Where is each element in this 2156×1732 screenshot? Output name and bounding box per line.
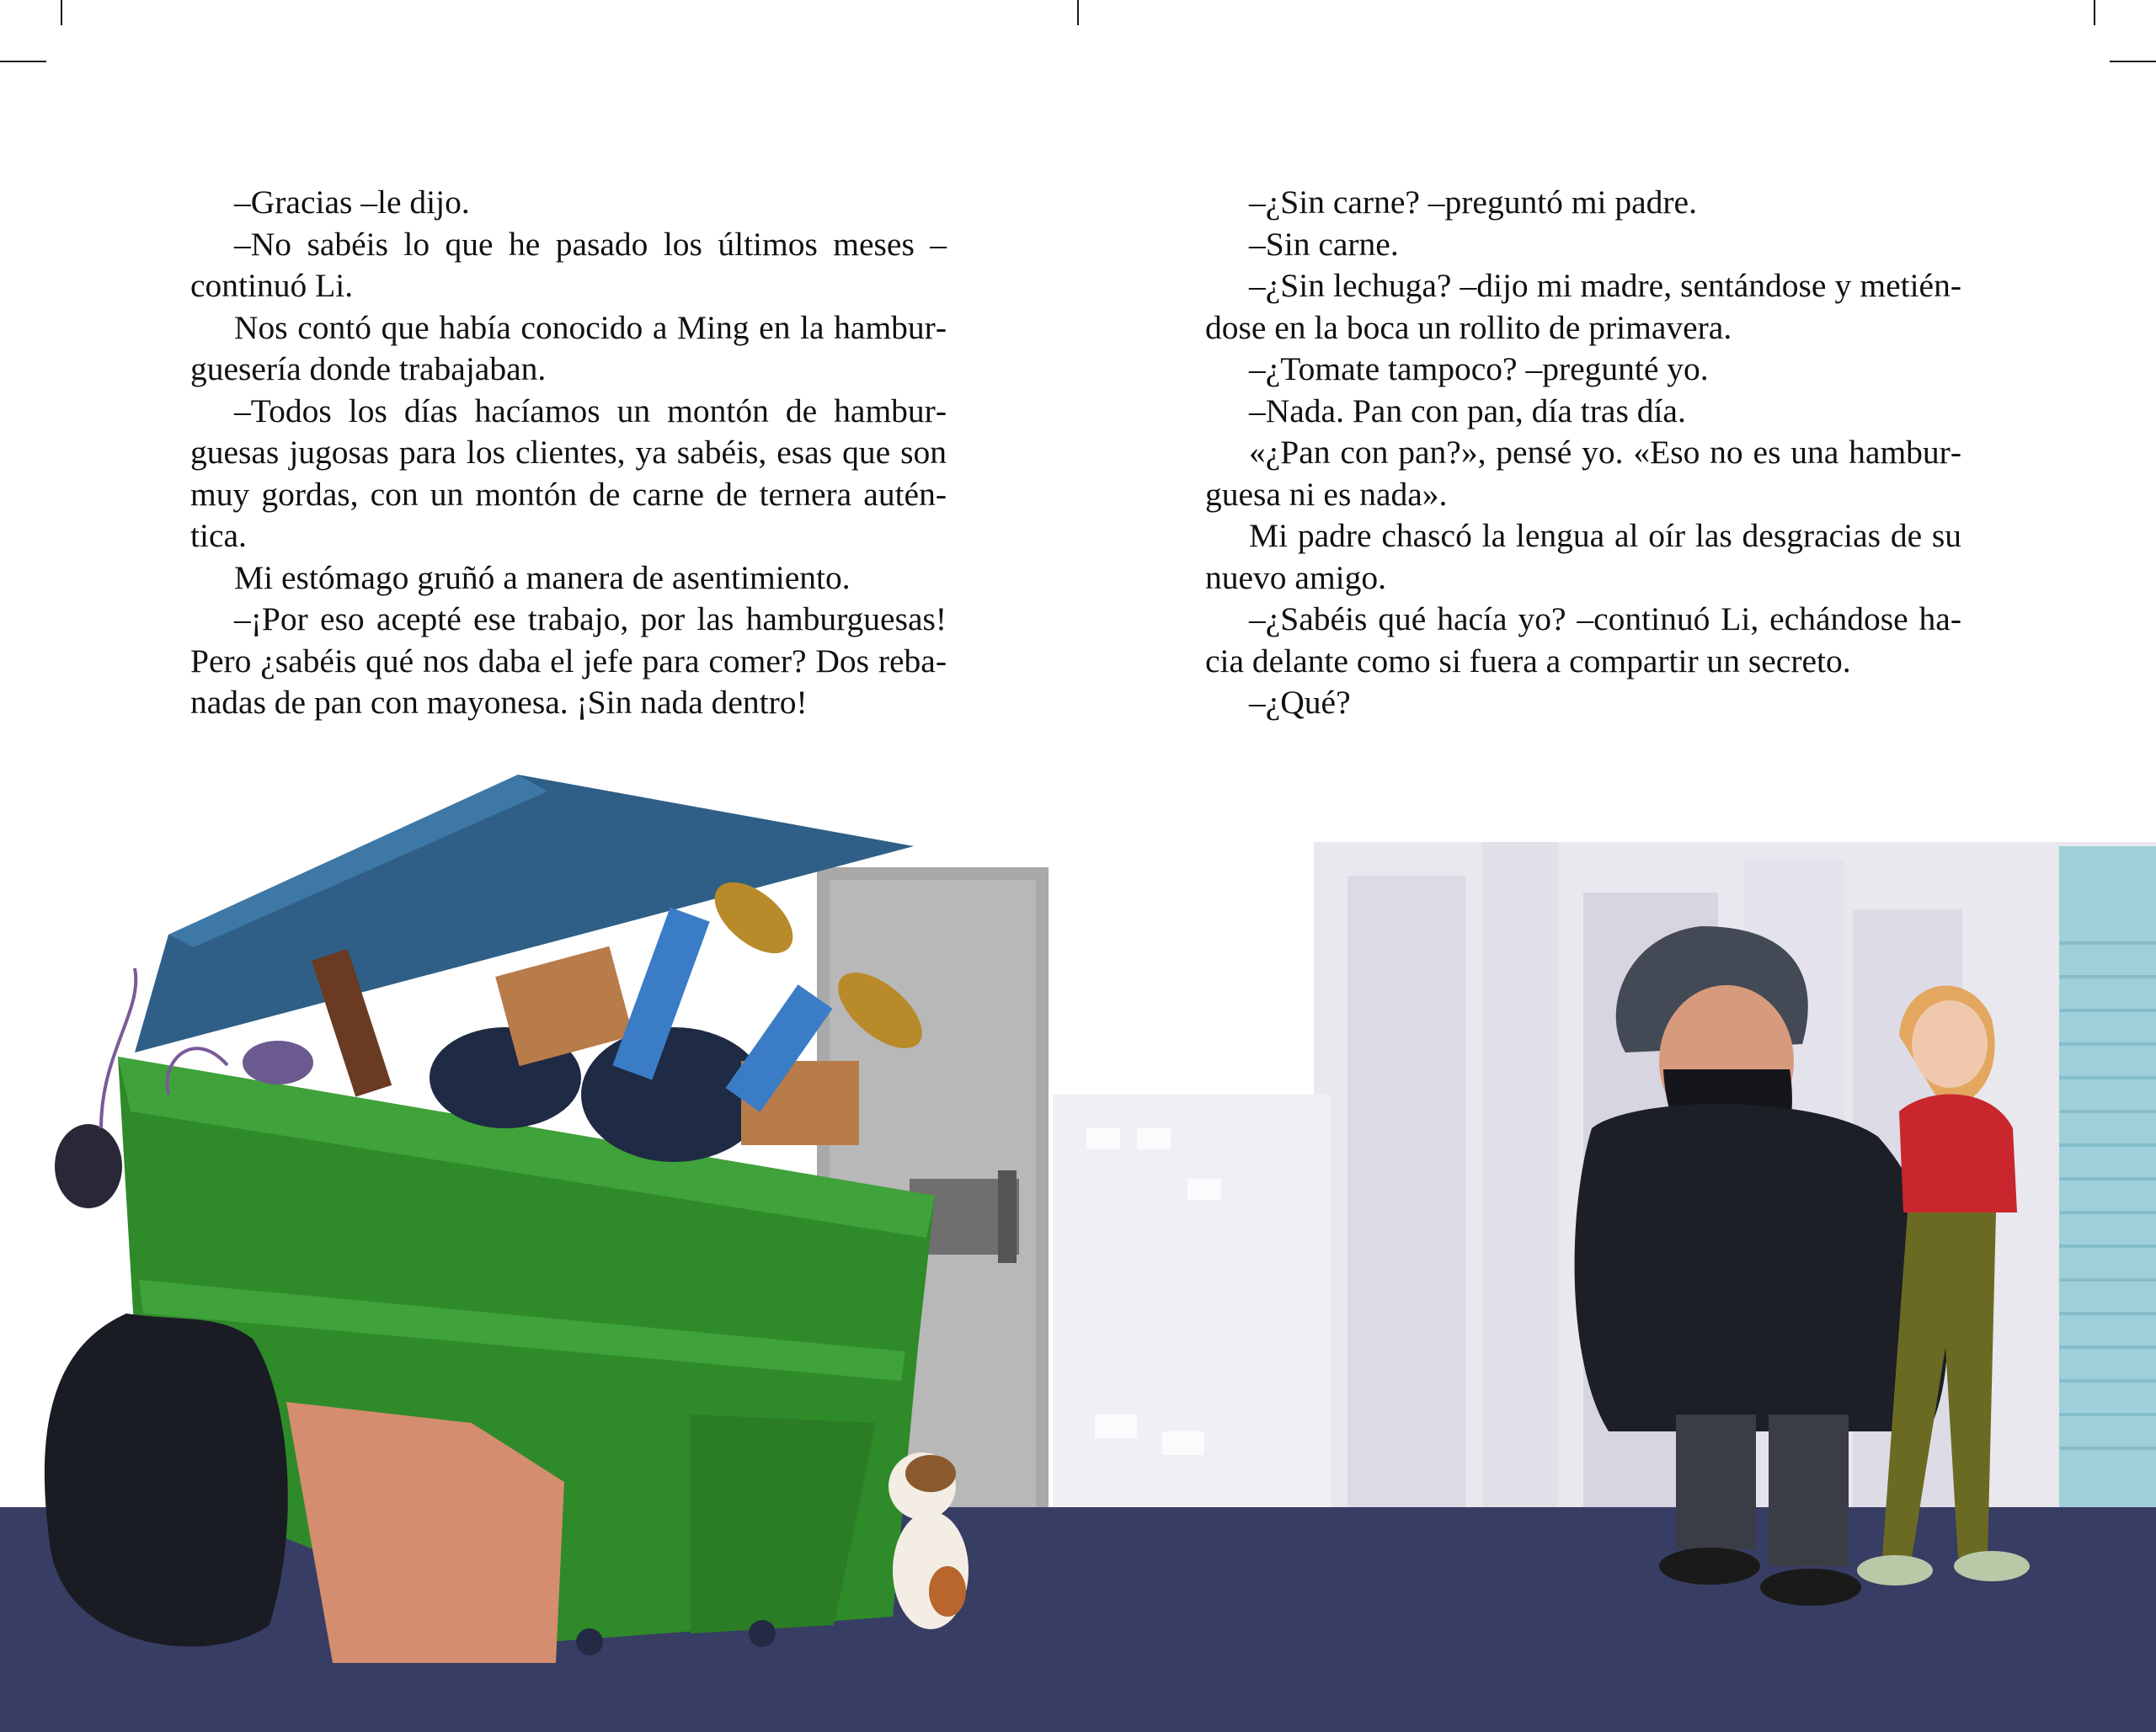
paragraph: –Todos los días hacíamos un montón de hamburguesas jugosas para los clientes, ya sabéis, esas que son muy gordas, con un montón de carne de ternera auténtica. [190, 392, 947, 554]
paragraph: –No sabéis lo que he pasado los últimos meses –continuó Li. [190, 225, 947, 304]
crop-mark [61, 0, 62, 25]
alley-illustration [0, 758, 2156, 1732]
teal-building [2059, 846, 2156, 1507]
paragraph: –Gracias –le dijo. [234, 184, 470, 221]
paragraph: –¿Sin lechuga? –dijo mi madre, sentándose y metiéndose en la boca un rollito de primavera. [1205, 267, 1961, 346]
paragraph: –¡Por eso acepté ese trabajo, por las hamburguesas! Pero ¿sabéis qué nos daba el jefe para comer? Dos rebanadas de pan con mayonesa. ¡Sin nada dentro! [190, 600, 947, 721]
crop-mark [2110, 61, 2156, 62]
paragraph: –Nada. Pan con pan, día tras día. [1249, 392, 1686, 429]
right-page-text [1205, 182, 1961, 724]
crop-mark [0, 61, 46, 62]
paragraph: «¿Pan con pan?», pensé yo. «Eso no es una hamburguesa ni es nada». [1205, 434, 1961, 513]
paragraph: –¿Sin carne? –preguntó mi padre. [1249, 184, 1697, 221]
garbage-bag [45, 1314, 288, 1647]
crop-mark [2094, 0, 2095, 25]
paragraph: Mi padre chascó la lengua al oír las desgracias de su nuevo amigo. [1205, 517, 1961, 596]
crop-mark [1077, 0, 1079, 25]
paragraph: Mi estómago gruñó a manera de asentimiento. [234, 558, 851, 596]
left-page-text [190, 182, 947, 724]
paragraph: –Sin carne. [1249, 225, 1399, 263]
paragraph: –¿Qué? [1249, 684, 1351, 721]
paragraph: –¿Tomate tampoco? –pregunté yo. [1249, 350, 1709, 387]
paragraph: –¿Sabéis qué hacía yo? –continuó Li, echándose hacia delante como si fuera a compartir un secreto. [1205, 600, 1961, 679]
paragraph: Nos contó que había conocido a Ming en la hamburguesería donde trabajaban. [190, 308, 947, 387]
